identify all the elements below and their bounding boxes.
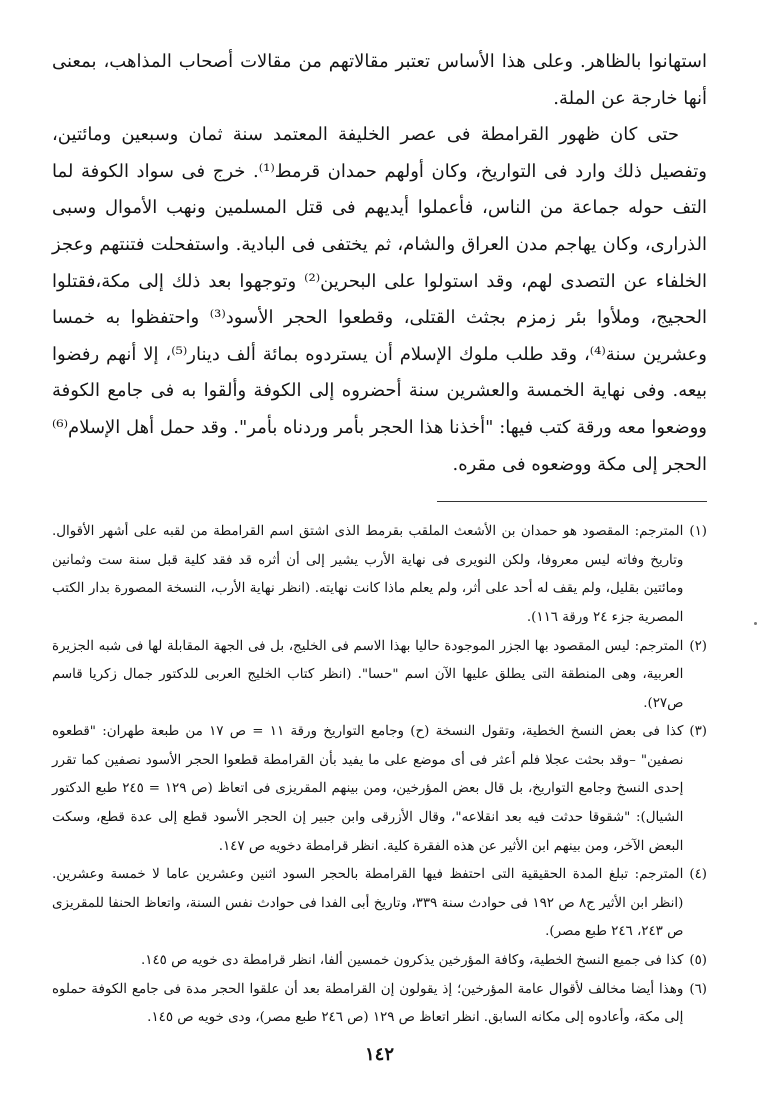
footnote-text: كذا فى جميع النسخ الخطية، وكافة المؤرخين يذكرون خمسين ألفا، انظر قرامطة دى خويه ص ١٤٥.: [141, 953, 684, 969]
footnote-text: المترجم: تبلغ المدة الحقيقية التى احتفظ فيها القرامطة بالحجر السود اثنين وعشرين عاما لا خمسة وعشرين. (انظر ابن الأثير ج٨ ص ١٩٢ فى حوادث سنة ٣٣٩، وتاريخ أبى الفدا فى حوادث نفس السنة، واتعاظ الحنفا للمقريزى ص ٢٤٣، ٢٤٦ طبع مصر).: [52, 867, 684, 940]
page-number: ١٤٢: [364, 1044, 394, 1065]
footnote-3: [52, 718, 707, 861]
footnotes: [52, 518, 707, 1033]
footnote-number: (٣): [689, 724, 707, 740]
footnote-1: [52, 518, 707, 632]
footnote-text: كذا فى بعض النسخ الخطية، وتقول النسخة (ح) وجامع التواريخ ورقة ١١ = ص ١٧ من طبعة طهران: "قطعوه نصفين" –وقد بحثت عجلا فلم أعثر فى أى موضع على ما يفيد بأن القرامطة قطعوا الحجر الأسود نصفين كما تقرر إحدى النسخ وجامع التواريخ، بل قال بعض المؤرخين، ومن بينهم المقريزى فى اتعاظ (ص ١٢٩ = ٢٤٥ طبع الدكتور الشيال): "شقوقا حدثت فيه بعد انقلاعه"، وقال الأزرقى وابن جبير إن الحجر الأسود قطع إلى عدة قطع، وسكت البعض الآخر، ومن بينهم ابن الأثير عن هذه الفقرة كلية. انظر قرامطة دخويه ص ١٤٧.: [52, 724, 684, 854]
paragraph-1: استهانوا بالظاهر. وعلى هذا الأساس تعتبر مقالاتهم من مقالات أصحاب المذاهب، بمعنى أنها خارجة عن الملة.: [52, 51, 707, 109]
footnote-separator: [437, 501, 707, 502]
footnote-number: (١): [689, 524, 707, 540]
footnote-text: وهذا أيضا مخالف لأقوال عامة المؤرخين؛ إذ يقولون إن القرامطة بعد أن علقوا الحجر مدة فى جامع الكوفة حملوه إلى مكة، وأعادوه إلى مكانه السابق. انظر اتعاظ ص ١٢٩ (ص ٢٤٦ طبع مصر)، ودى خويه ص ١٤٥.: [52, 981, 684, 1026]
footnote-text: المترجم: المقصود هو حمدان بن الأشعث الملقب بقرمط الذى اشتق اسم القرامطة من لقبه على أشهر الأقوال. وتاريخ وفاته ليس معروفا، ولكن النويرى فى نهاية الأرب يشير إلى أن أثره قد فقد كلية قبل سنة ست وثمانين ومائتين بقليل، ولم يقف له أحد على أثر، ولم يعلم ماذا كانت نهايته. (انظر نهاية الأرب، النسخة المصورة بدار الكتب المصرية جزء ٢٤ ورقة ١١٦).: [52, 524, 684, 625]
footnote-number: (٥): [689, 953, 707, 969]
footnote-number: (٢): [689, 638, 707, 654]
footnote-4: [52, 861, 707, 947]
main-text: [52, 44, 707, 483]
book-page: [52, 44, 707, 1064]
footnote-number: (٦): [689, 981, 707, 997]
footnote-2: [52, 633, 707, 719]
paragraph-2: حتى كان ظهور القرامطة فى عصر الخليفة المعتمد سنة ثمان وسبعين ومائتين، وتفصيل ذلك وارد فى التواريخ، وكان أولهم حمدان قرمط⁽¹⁾. خرج فى سواد الكوفة لما التف حوله جماعة من الناس، فأعملوا أيديهم فى قتل المسلمين ونهب الأموال وسبى الذرارى، وكان يهاجم مدن العراق والشام، ثم يختفى فى البادية. واستفحلت فتنتهم وعجز الخلفاء عن التصدى لهم، وقد استولوا على البحرين⁽²⁾ وتوجهوا بعد ذلك إلى مكة،فقتلوا الحجيج، وملأوا بئر زمزم بجثث القتلى، وقطعوا الحجر الأسود⁽³⁾ واحتفظوا به خمسا وعشرين سنة⁽⁴⁾، وقد طلب ملوك الإسلام أن يستردوه بمائة ألف دينار⁽⁵⁾، إلا أنهم رفضوا بيعه. وفى نهاية الخمسة والعشرين سنة أحضروه إلى الكوفة وألقوا به فى جامع الكوفة ووضعوا معه ورقة كتب فيها: "أخذنا هذا الحجر بأمر وردناه بأمر". وقد حمل أهل الإسلام⁽⁶⁾ الحجر إلى مكة ووضعوه فى مقره.: [52, 124, 708, 475]
scan-speck: [754, 622, 757, 625]
footnote-number: (٤): [689, 867, 707, 883]
footnote-5: [52, 947, 707, 976]
footnote-text: المترجم: ليس المقصود بها الجزر الموجودة حاليا بهذا الاسم فى الخليج، بل فى الجهة المقابلة لها فى شبه الجزيرة العربية، وهى المنطقة التى يطلق عليها الآن اسم "حسا". (انظر كتاب الخليج العربى للدكتور جمال زكريا قاسم ص٢٧).: [52, 638, 684, 711]
footnote-6: [52, 976, 707, 1033]
